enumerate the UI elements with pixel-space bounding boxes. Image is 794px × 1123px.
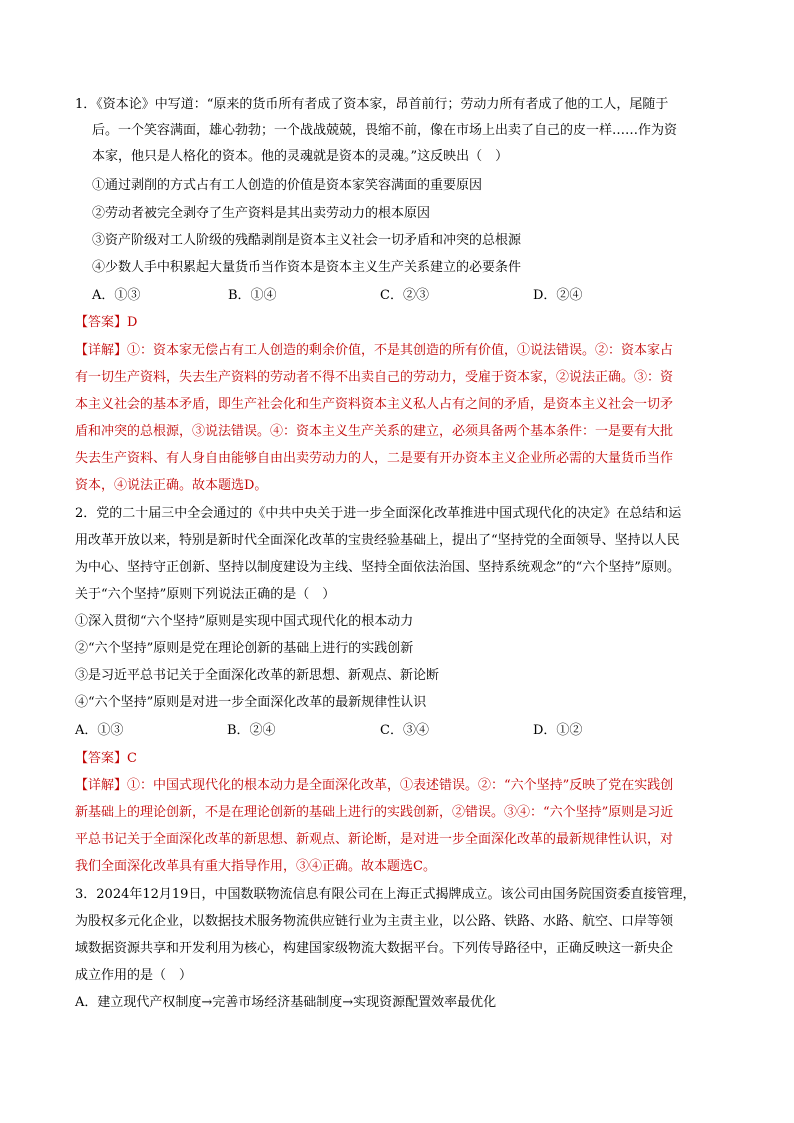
question-1-statement: ③资产阶级对工人阶级的残酷剥削是资本主义社会一切矛盾和冲突的总根源	[92, 233, 522, 248]
question-3-option-a: A．建立现代产权制度→完善市场经济基础制度→实现资源配置效率最优化	[75, 995, 497, 1010]
question-2-detail-line: 平总书记关于全面深化改革的新思想、新观点、新论断，是对进一步全面深化改革的最新规律性认识，对	[75, 832, 674, 847]
question-1-detail-line: 资本，④说法正确。故本题选D。	[75, 478, 268, 493]
question-3-stem-line: 3．2024年12月19日，中国数联物流信息有限公司在上海正式揭牌成立。该公司由国务院国资委直接管理，	[75, 887, 696, 902]
question-3-stem-line: 成立作用的是（ ）	[75, 968, 193, 983]
option-a: A．①③	[75, 723, 124, 738]
option-d: D．①②	[533, 723, 583, 738]
question-2-detail-line: 新基础上的理论创新，不是在理论创新的基础上进行的实践创新，②错误。③④：“六个坚持”原则是习近	[75, 805, 674, 820]
option-d: D．②④	[533, 288, 583, 303]
question-3-stem-line: 为股权多元化企业，以数据技术服务物流供应链行业为主责主业，以公路、铁路、水路、航空、口岸等领	[75, 914, 674, 929]
question-2-stem-line: 关于“六个坚持”原则下列说法正确的是（ ）	[75, 587, 336, 602]
question-1-detail-line: 本主义社会的基本矛盾，即生产社会化和生产资料资本主义私人占有之间的矛盾，是资本主义社会一切矛	[75, 397, 674, 412]
question-1-statement: ④少数人手中积累起大量货币当作资本是资本主义生产关系建立的必要条件	[92, 260, 522, 275]
question-1-stem-line: 本家，他只是人格化的资本。他的灵魂就是资本的灵魂。”这反映出（ ）	[92, 149, 509, 164]
question-1-detail-line: 有一切生产资料，失去生产资料的劳动者不得不出卖自己的劳动力，受雇于资本家，②说法正确。③：资	[75, 370, 674, 385]
question-2-stem-line: 2．党的二十届三中全会通过的《中共中央关于进一步全面深化改革推进中国式现代化的决定》在总结和运	[75, 506, 682, 521]
question-1-detail-line: 失去生产资料、有人身自由能够自由出卖劳动力的人，二是要有开办资本主义企业所必需的大量货币当作	[75, 451, 674, 466]
question-2-statement: ③是习近平总书记关于全面深化改革的新思想、新观点、新论断	[75, 668, 440, 683]
question-2-stem-line: 为中心、坚持守正创新、坚持以制度建设为主线、坚持全面依法治国、坚持系统观念”的“六个坚持”原则。	[75, 560, 680, 575]
question-2-statement: ②“六个坚持”原则是党在理论创新的基础上进行的实践创新	[75, 641, 414, 656]
question-1-detail-line: 【详解】①：资本家无偿占有工人创造的剩余价值，不是其创造的所有价值，①说法错误。②：资本家占	[75, 343, 674, 358]
question-2-detail-line: 我们全面深化改革具有重大指导作用，③④正确。故本题选C。	[75, 859, 436, 874]
option-c: C．②③	[380, 288, 429, 303]
question-1-statement: ①通过剥削的方式占有工人创造的价值是资本家笑容满面的重要原因	[92, 178, 483, 193]
question-1-stem-line: 后。一个笑容满面，雄心勃勃；一个战战兢兢，畏缩不前，像在市场上出卖了自己的皮一样……作为资	[92, 123, 678, 138]
option-c: C．③④	[380, 723, 429, 738]
question-2-stem-line: 用改革开放以来，特别是新时代全面深化改革的宝贵经验基础上，提出了“坚持党的全面领导、坚持以人民	[75, 533, 680, 548]
question-2-detail-line: 【详解】①：中国式现代化的根本动力是全面深化改革，①表述错误。②：“六个坚持”反映了党在实践创	[75, 778, 674, 793]
option-a: A．①③	[92, 288, 141, 303]
question-1-stem-line: 1．《资本论》中写道：“原来的货币所有者成了资本家，昂首前行；劳动力所有者成了他的工人，尾随于	[75, 97, 669, 112]
option-b: B．①④	[228, 288, 277, 303]
question-2-statement: ①深入贯彻“六个坚持”原则是实现中国式现代化的根本动力	[75, 614, 414, 629]
question-1-detail-line: 盾和冲突的总根源，③说法错误。④：资本主义生产关系的建立，必须具备两个基本条件：一是要有大批	[75, 424, 674, 439]
question-3-stem-line: 域数据资源共享和开发利用为核心，构建国家级物流大数据平台。下列传导路径中，正确反映这一新央企	[75, 941, 674, 956]
question-1-statement: ②劳动者被完全剥夺了生产资料是其出卖劳动力的根本原因	[92, 206, 431, 221]
question-2-answer: 【答案】C	[75, 751, 137, 766]
option-b: B．②④	[227, 723, 276, 738]
question-1-answer: 【答案】D	[75, 315, 138, 330]
question-2-statement: ④“六个坚持”原则是对进一步全面深化改革的最新规律性认识	[75, 695, 427, 710]
